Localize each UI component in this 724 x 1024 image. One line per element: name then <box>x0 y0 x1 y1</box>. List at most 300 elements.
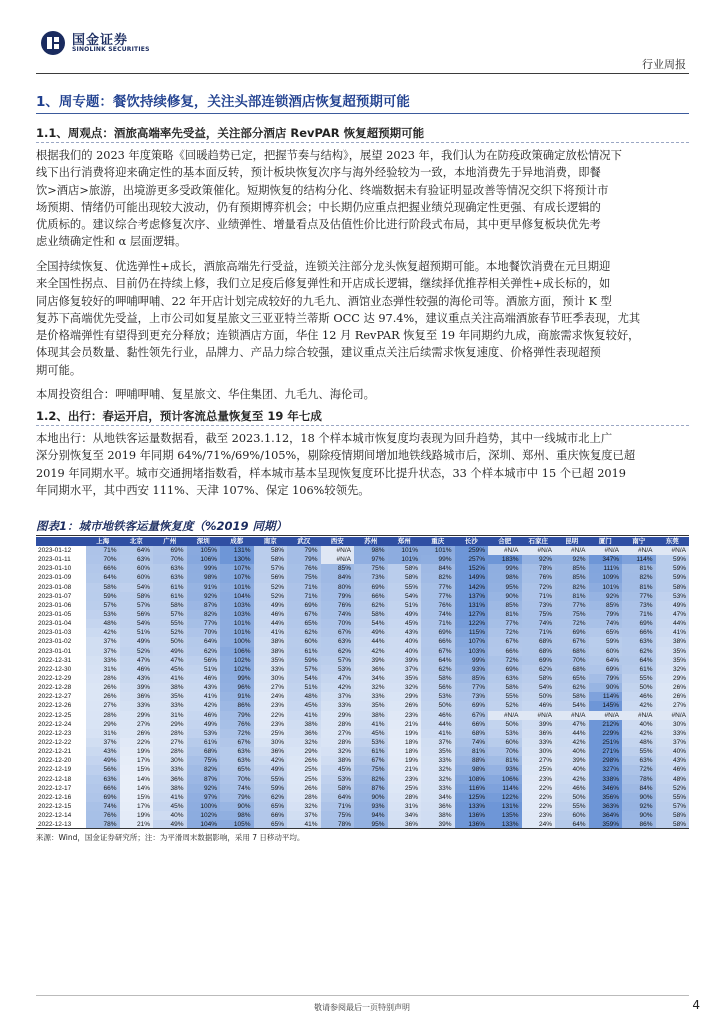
table-header-city: 南宁 <box>622 537 656 546</box>
table-cell-value: 90% <box>354 793 388 802</box>
table-cell-value: 58% <box>656 820 690 829</box>
table-cell-value: 78% <box>321 820 355 829</box>
table-cell-value: 81% <box>455 747 489 756</box>
table-cell-value: 71% <box>321 802 355 811</box>
table-cell-value: 75% <box>287 573 321 582</box>
table-row <box>36 583 689 592</box>
table-cell-value: 75% <box>187 756 221 765</box>
table-cell-value: 63% <box>86 775 120 784</box>
table-cell-value: 41% <box>254 628 288 637</box>
table-cell-value: 14% <box>120 784 154 793</box>
table-cell-value: 66% <box>488 647 522 656</box>
table-cell-value: 105% <box>220 820 254 829</box>
table-cell-value: 61% <box>187 738 221 747</box>
table-cell-value: 55% <box>622 747 656 756</box>
table-row <box>36 637 689 646</box>
table-cell-value: 103% <box>220 601 254 610</box>
table-cell-value: 64% <box>120 546 154 555</box>
table-cell-value: 356% <box>589 793 623 802</box>
table-cell-value: 28% <box>388 793 422 802</box>
table-cell-value: 68% <box>555 665 589 674</box>
table-cell-value: 33% <box>321 701 355 710</box>
table-cell-value: 49% <box>354 628 388 637</box>
table-cell-value: 67% <box>321 628 355 637</box>
table-cell-value: 43% <box>388 628 422 637</box>
table-cell-date: 2022-12-15 <box>36 802 86 811</box>
table-cell-value: 70% <box>321 619 355 628</box>
table-cell-value: 70% <box>555 656 589 665</box>
table-cell-value: 81% <box>555 592 589 601</box>
table-cell-value: 68% <box>522 637 556 646</box>
table-cell-value: 51% <box>388 601 422 610</box>
table-cell-value: 75% <box>354 765 388 774</box>
table-cell-value: 95% <box>488 583 522 592</box>
table-cell-value: 92% <box>522 555 556 564</box>
table-cell-value: 42% <box>187 701 221 710</box>
table-cell-value: 61% <box>354 747 388 756</box>
table-cell-value: 98% <box>488 573 522 582</box>
table-cell-value: 71% <box>287 592 321 601</box>
table-cell-value: 99% <box>220 674 254 683</box>
paragraph-recovery <box>36 258 689 379</box>
table-cell-value: 74% <box>321 610 355 619</box>
table-cell-value: 78% <box>86 820 120 829</box>
table-cell-value: 101% <box>421 546 455 555</box>
paragraph-line: 是价格端弹性有望得到更充分释放；连锁酒店方面，华住 12 月 RevPAR 恢复至 19 年同期约九成，商旅需求恢复较好， <box>36 329 640 343</box>
table-cell-value: 82% <box>555 583 589 592</box>
table-cell-value: 57% <box>656 802 690 811</box>
table-cell-value: 23% <box>254 701 288 710</box>
table-cell-value: 70% <box>488 747 522 756</box>
table-cell-value: 71% <box>522 592 556 601</box>
table-cell-value: 62% <box>522 665 556 674</box>
sinolink-logo-icon <box>40 30 66 56</box>
table-cell-value: 43% <box>656 756 690 765</box>
table-cell-value: 64% <box>321 793 355 802</box>
table-cell-value: #N/A <box>622 711 656 720</box>
table-cell-date: 2022-12-19 <box>36 765 86 774</box>
table-cell-value: 98% <box>455 765 489 774</box>
table-cell-value: 34% <box>354 674 388 683</box>
table-cell-value: 86% <box>220 701 254 710</box>
table-header-city: 上海 <box>86 537 120 546</box>
table-cell-value: 67% <box>555 637 589 646</box>
table-cell-value: 40% <box>388 647 422 656</box>
table-cell-value: 76% <box>220 720 254 729</box>
table-cell-value: 67% <box>220 738 254 747</box>
table-cell-value: 58% <box>656 811 690 820</box>
table-cell-value: 39% <box>522 720 556 729</box>
table-cell-value: 49% <box>120 637 154 646</box>
table-row <box>36 665 689 674</box>
table-cell-date: 2023-01-12 <box>36 546 86 555</box>
table-cell-value: 28% <box>86 674 120 683</box>
table-header-city: 武汉 <box>287 537 321 546</box>
table-cell-value: 58% <box>354 610 388 619</box>
table-cell-value: 49% <box>153 647 187 656</box>
table-row <box>36 747 689 756</box>
table-cell-value: 71% <box>86 546 120 555</box>
table-header-city: 东莞 <box>656 537 690 546</box>
table-cell-value: 46% <box>622 692 656 701</box>
table-cell-date: 2023-01-11 <box>36 555 86 564</box>
subsection-divider <box>36 425 689 426</box>
table-cell-value: 71% <box>421 619 455 628</box>
table-cell-value: 69% <box>153 546 187 555</box>
table-cell-value: 27% <box>86 701 120 710</box>
table-cell-value: 63% <box>120 555 154 564</box>
table-cell-value: 93% <box>354 802 388 811</box>
table-cell-value: 35% <box>388 674 422 683</box>
table-cell-value: 145% <box>589 701 623 710</box>
table-cell-value: 48% <box>622 738 656 747</box>
table-cell-value: 69% <box>622 619 656 628</box>
table-header-city: 石家庄 <box>522 537 556 546</box>
table-cell-value: 27% <box>254 683 288 692</box>
table-cell-value: 54% <box>555 701 589 710</box>
table-cell-value: 78% <box>622 775 656 784</box>
table-cell-value: 54% <box>120 583 154 592</box>
table-cell-value: #N/A <box>656 546 690 555</box>
table-cell-value: 79% <box>589 674 623 683</box>
table-header-city: 西安 <box>321 537 355 546</box>
table-header-city: 合肥 <box>488 537 522 546</box>
table-row <box>36 793 689 802</box>
table-cell-value: 15% <box>120 765 154 774</box>
table-cell-value: 76% <box>287 564 321 573</box>
table-cell-value: 75% <box>321 811 355 820</box>
table-cell-value: 36% <box>354 665 388 674</box>
report-type-label: 行业周报 <box>642 58 686 71</box>
table-cell-value: 58% <box>421 674 455 683</box>
table-cell-value: 24% <box>254 692 288 701</box>
table-cell-value: 52% <box>153 628 187 637</box>
table-cell-value: 32% <box>287 802 321 811</box>
table-cell-value: 101% <box>220 583 254 592</box>
table-cell-value: 100% <box>187 802 221 811</box>
table-cell-value: 46% <box>555 784 589 793</box>
table-cell-date: 2022-12-18 <box>36 775 86 784</box>
table-cell-value: 58% <box>254 546 288 555</box>
table-cell-value: 69% <box>555 628 589 637</box>
table-cell-value: #N/A <box>522 546 556 555</box>
table-cell-value: 72% <box>488 656 522 665</box>
paragraph-line: 场预期、情绪仍可能出现较大波动，仍有预期博弈机会；中长期仍应重点把握业绩兑现确定性更强、有成长逻辑的 <box>36 200 601 214</box>
table-cell-value: 71% <box>622 610 656 619</box>
table-cell-value: 133% <box>455 802 489 811</box>
table-cell-value: 79% <box>220 711 254 720</box>
table-cell-value: 104% <box>220 592 254 601</box>
table-cell-value: 59% <box>287 656 321 665</box>
table-cell-value: 130% <box>220 555 254 564</box>
table-cell-value: 79% <box>321 592 355 601</box>
table-cell-value: 36% <box>120 692 154 701</box>
table-cell-value: 30% <box>522 747 556 756</box>
table-cell-value: 77% <box>488 619 522 628</box>
table-cell-value: 53% <box>187 729 221 738</box>
section-heading: 1、周专题：餐饮持续修复，关注头部连锁酒店恢复超预期可能 <box>36 94 410 110</box>
table-cell-value: 27% <box>120 720 154 729</box>
table-row <box>36 756 689 765</box>
table-cell-value: 79% <box>287 555 321 564</box>
table-cell-value: 58% <box>153 601 187 610</box>
table-cell-value: 66% <box>354 592 388 601</box>
table-row <box>36 628 689 637</box>
table-cell-value: 136% <box>455 811 489 820</box>
table-cell-value: 101% <box>220 628 254 637</box>
table-cell-value: 35% <box>354 701 388 710</box>
table-cell-value: 67% <box>455 711 489 720</box>
table-cell-value: 40% <box>555 747 589 756</box>
table-cell-value: 29% <box>287 747 321 756</box>
table-cell-value: 27% <box>321 729 355 738</box>
table-row <box>36 619 689 628</box>
table-cell-value: 44% <box>421 720 455 729</box>
table-cell-value: 57% <box>153 610 187 619</box>
table-cell-value: 17% <box>120 756 154 765</box>
table-cell-value: 103% <box>455 647 489 656</box>
table-header-city: 深圳 <box>187 537 221 546</box>
table-cell-value: 347% <box>589 555 623 564</box>
table-cell-value: 38% <box>153 784 187 793</box>
table-cell-value: 62% <box>187 647 221 656</box>
table-cell-value: 82% <box>187 765 221 774</box>
table-cell-value: 37% <box>86 647 120 656</box>
table-cell-value: 73% <box>622 601 656 610</box>
table-cell-date: 2022-12-21 <box>36 747 86 756</box>
table-body <box>36 546 689 829</box>
table-cell-date: 2022-12-16 <box>36 793 86 802</box>
table-cell-value: 62% <box>622 647 656 656</box>
table-cell-value: 107% <box>455 637 489 646</box>
table-cell-value: 37% <box>388 665 422 674</box>
table-cell-value: 76% <box>522 573 556 582</box>
table-cell-value: 59% <box>86 592 120 601</box>
table-row <box>36 592 689 601</box>
table-cell-value: 109% <box>589 573 623 582</box>
table-cell-value: 28% <box>321 738 355 747</box>
table-cell-value: 101% <box>388 555 422 564</box>
table-cell-value: 37% <box>656 738 690 747</box>
table-cell-value: 102% <box>187 811 221 820</box>
table-cell-value: 108% <box>455 775 489 784</box>
brand-name-cn: 国金证券 <box>72 33 129 48</box>
table-cell-value: 33% <box>120 701 154 710</box>
table-row <box>36 647 689 656</box>
table-cell-value: 59% <box>656 564 690 573</box>
table-cell-value: 65% <box>254 820 288 829</box>
table-cell-value: 32% <box>287 738 321 747</box>
table-cell-value: 97% <box>187 793 221 802</box>
table-cell-value: 77% <box>187 619 221 628</box>
table-cell-value: 346% <box>589 784 623 793</box>
table-cell-value: 69% <box>86 793 120 802</box>
table-cell-value: 74% <box>220 784 254 793</box>
table-cell-value: 22% <box>522 784 556 793</box>
table-cell-value: 114% <box>589 692 623 701</box>
table-cell-value: 26% <box>656 692 690 701</box>
table-cell-value: 63% <box>488 674 522 683</box>
table-cell-value: 50% <box>622 683 656 692</box>
table-cell-value: 99% <box>421 555 455 564</box>
table-cell-value: 63% <box>153 564 187 573</box>
table-cell-value: 70% <box>220 775 254 784</box>
table-cell-value: 107% <box>220 564 254 573</box>
table-cell-value: 57% <box>120 601 154 610</box>
table-cell-value: 27% <box>522 756 556 765</box>
table-cell-value: 131% <box>455 601 489 610</box>
table-cell-value: 48% <box>86 619 120 628</box>
table-cell-value: 50% <box>522 692 556 701</box>
table-cell-date: 2023-01-08 <box>36 583 86 592</box>
table-cell-value: 29% <box>153 720 187 729</box>
table-cell-value: 90% <box>622 793 656 802</box>
table-cell-date: 2022-12-31 <box>36 656 86 665</box>
paragraph-line: 优质标的。建议综合考虑修复次序、业绩弹性、增量看点及估值性价比进行阶段式布局，其中更早修复板块优先考 <box>36 218 601 232</box>
table-cell-value: 32% <box>388 683 422 692</box>
table-cell-value: 74% <box>455 738 489 747</box>
table-cell-date: 2023-01-02 <box>36 637 86 646</box>
table-cell-value: 57% <box>287 665 321 674</box>
table-header-date <box>36 537 86 546</box>
table-cell-value: #N/A <box>522 711 556 720</box>
table-cell-value: 27% <box>656 701 690 710</box>
table-cell-value: 62% <box>555 683 589 692</box>
table-cell-value: 28% <box>321 720 355 729</box>
table-cell-value: 298% <box>589 756 623 765</box>
table-cell-value: 25% <box>254 729 288 738</box>
table-cell-value: 58% <box>120 592 154 601</box>
table-cell-value: 77% <box>421 583 455 592</box>
page-number: 4 <box>692 998 700 1012</box>
table-cell-value: 48% <box>656 775 690 784</box>
table-cell-value: 35% <box>656 647 690 656</box>
table-cell-value: 94% <box>354 811 388 820</box>
table-cell-value: 70% <box>86 555 120 564</box>
paragraph-line: 2019 年同期水平。城市交通拥堵指数看，样本城市基本呈现恢复度环比提升状态，33 个样本城市中 15 个已超 2019 <box>36 466 626 480</box>
table-cell-value: 122% <box>455 619 489 628</box>
table-cell-value: 52% <box>488 701 522 710</box>
table-cell-value: 36% <box>153 775 187 784</box>
table-cell-value: 69% <box>522 656 556 665</box>
table-cell-value: 229% <box>589 729 623 738</box>
table-cell-date: 2022-12-25 <box>36 711 86 720</box>
table-cell-value: 338% <box>589 775 623 784</box>
table-cell-value: 92% <box>622 802 656 811</box>
table-cell-value: 44% <box>555 729 589 738</box>
table-cell-value: 33% <box>522 738 556 747</box>
table-cell-value: 271% <box>589 747 623 756</box>
table-cell-value: 29% <box>120 711 154 720</box>
table-cell-value: 115% <box>455 628 489 637</box>
table-cell-value: 135% <box>488 811 522 820</box>
table-cell-date: 2022-12-27 <box>36 692 86 701</box>
table-cell-value: 25% <box>522 765 556 774</box>
table-cell-value: 46% <box>120 665 154 674</box>
table-cell-value: 55% <box>622 674 656 683</box>
paragraph-line: 全国持续恢复、优选弹性+成长，酒旅高端先行受益，连锁关注部分龙头恢复超预期可能。本地餐饮消费在元旦期迎 <box>36 260 611 273</box>
table-cell-value: 45% <box>388 619 422 628</box>
table-cell-value: 46% <box>522 701 556 710</box>
table-cell-value: 99% <box>187 564 221 573</box>
table-cell-value: 99% <box>488 564 522 573</box>
table-cell-value: 19% <box>388 729 422 738</box>
table-cell-value: 52% <box>254 592 288 601</box>
table-cell-value: 85% <box>555 564 589 573</box>
table-cell-value: 75% <box>522 610 556 619</box>
subsection-heading-travel: 1.2、出行：春运开启，预计客流总量恢复至 19 年七成 <box>36 409 322 423</box>
table-cell-value: 86% <box>622 820 656 829</box>
table-cell-value: 52% <box>656 784 690 793</box>
table-cell-value: 107% <box>220 573 254 582</box>
table-cell-value: 62% <box>321 647 355 656</box>
subsection-divider <box>36 142 689 143</box>
table-cell-value: 60% <box>287 637 321 646</box>
table-cell-value: 58% <box>488 683 522 692</box>
table-cell-value: 49% <box>187 720 221 729</box>
table-cell-value: 30% <box>656 720 690 729</box>
table-cell-value: #N/A <box>656 711 690 720</box>
table-cell-value: 43% <box>86 747 120 756</box>
table-cell-value: 23% <box>388 711 422 720</box>
table-cell-value: 25% <box>287 775 321 784</box>
table-cell-value: 64% <box>622 656 656 665</box>
table-cell-date: 2023-01-03 <box>36 628 86 637</box>
table-cell-value: #N/A <box>321 546 355 555</box>
table-cell-value: 33% <box>421 756 455 765</box>
table-cell-value: 59% <box>254 784 288 793</box>
table-cell-value: 46% <box>254 610 288 619</box>
table-row <box>36 701 689 710</box>
table-cell-value: 59% <box>656 555 690 564</box>
table-row <box>36 720 689 729</box>
table-cell-value: 74% <box>86 802 120 811</box>
table-header-city: 重庆 <box>421 537 455 546</box>
table-cell-value: 45% <box>153 665 187 674</box>
table-cell-value: 62% <box>354 601 388 610</box>
paragraph-line: 饮>酒店>旅游，出境游更多受政策催化。短期恢复的结构分化、终端数据未有验证明显改善等情况交织下将预计市 <box>36 183 609 197</box>
table-cell-value: 19% <box>388 756 422 765</box>
paragraph-line: 体现其会员数量、黏性领先行业，品牌力、产品力综合较强，建议重点关注后续需求恢复速度、价格弹性表现超预 <box>36 346 601 360</box>
table-cell-value: 137% <box>455 592 489 601</box>
table-cell-value: 19% <box>120 811 154 820</box>
table-cell-value: 49% <box>254 601 288 610</box>
brand-name-en: SINOLINK SECURITIES <box>72 46 150 53</box>
table-cell-value: 55% <box>254 775 288 784</box>
table-cell-date: 2022-12-23 <box>36 729 86 738</box>
table-cell-value: 38% <box>254 637 288 646</box>
table-cell-value: 102% <box>220 665 254 674</box>
paragraph-local-travel <box>36 430 689 499</box>
table-cell-value: 45% <box>354 729 388 738</box>
table-cell-value: 91% <box>220 692 254 701</box>
table-cell-value: 55% <box>555 802 589 811</box>
table-cell-value: 15% <box>120 793 154 802</box>
table-cell-value: 51% <box>287 683 321 692</box>
figure-title: 图表1：城市地铁客运量恢复度（%2019 同期） <box>36 519 288 533</box>
table-cell-value: 359% <box>589 820 623 829</box>
table-cell-value: 76% <box>86 811 120 820</box>
table-cell-value: 41% <box>656 628 690 637</box>
table-cell-value: 36% <box>421 802 455 811</box>
table-cell-value: 77% <box>622 592 656 601</box>
table-cell-value: 40% <box>656 747 690 756</box>
table-cell-value: 26% <box>86 683 120 692</box>
table-cell-value: 183% <box>488 555 522 564</box>
table-cell-value: 33% <box>354 692 388 701</box>
table-cell-value: 73% <box>522 601 556 610</box>
table-header-city: 苏州 <box>354 537 388 546</box>
